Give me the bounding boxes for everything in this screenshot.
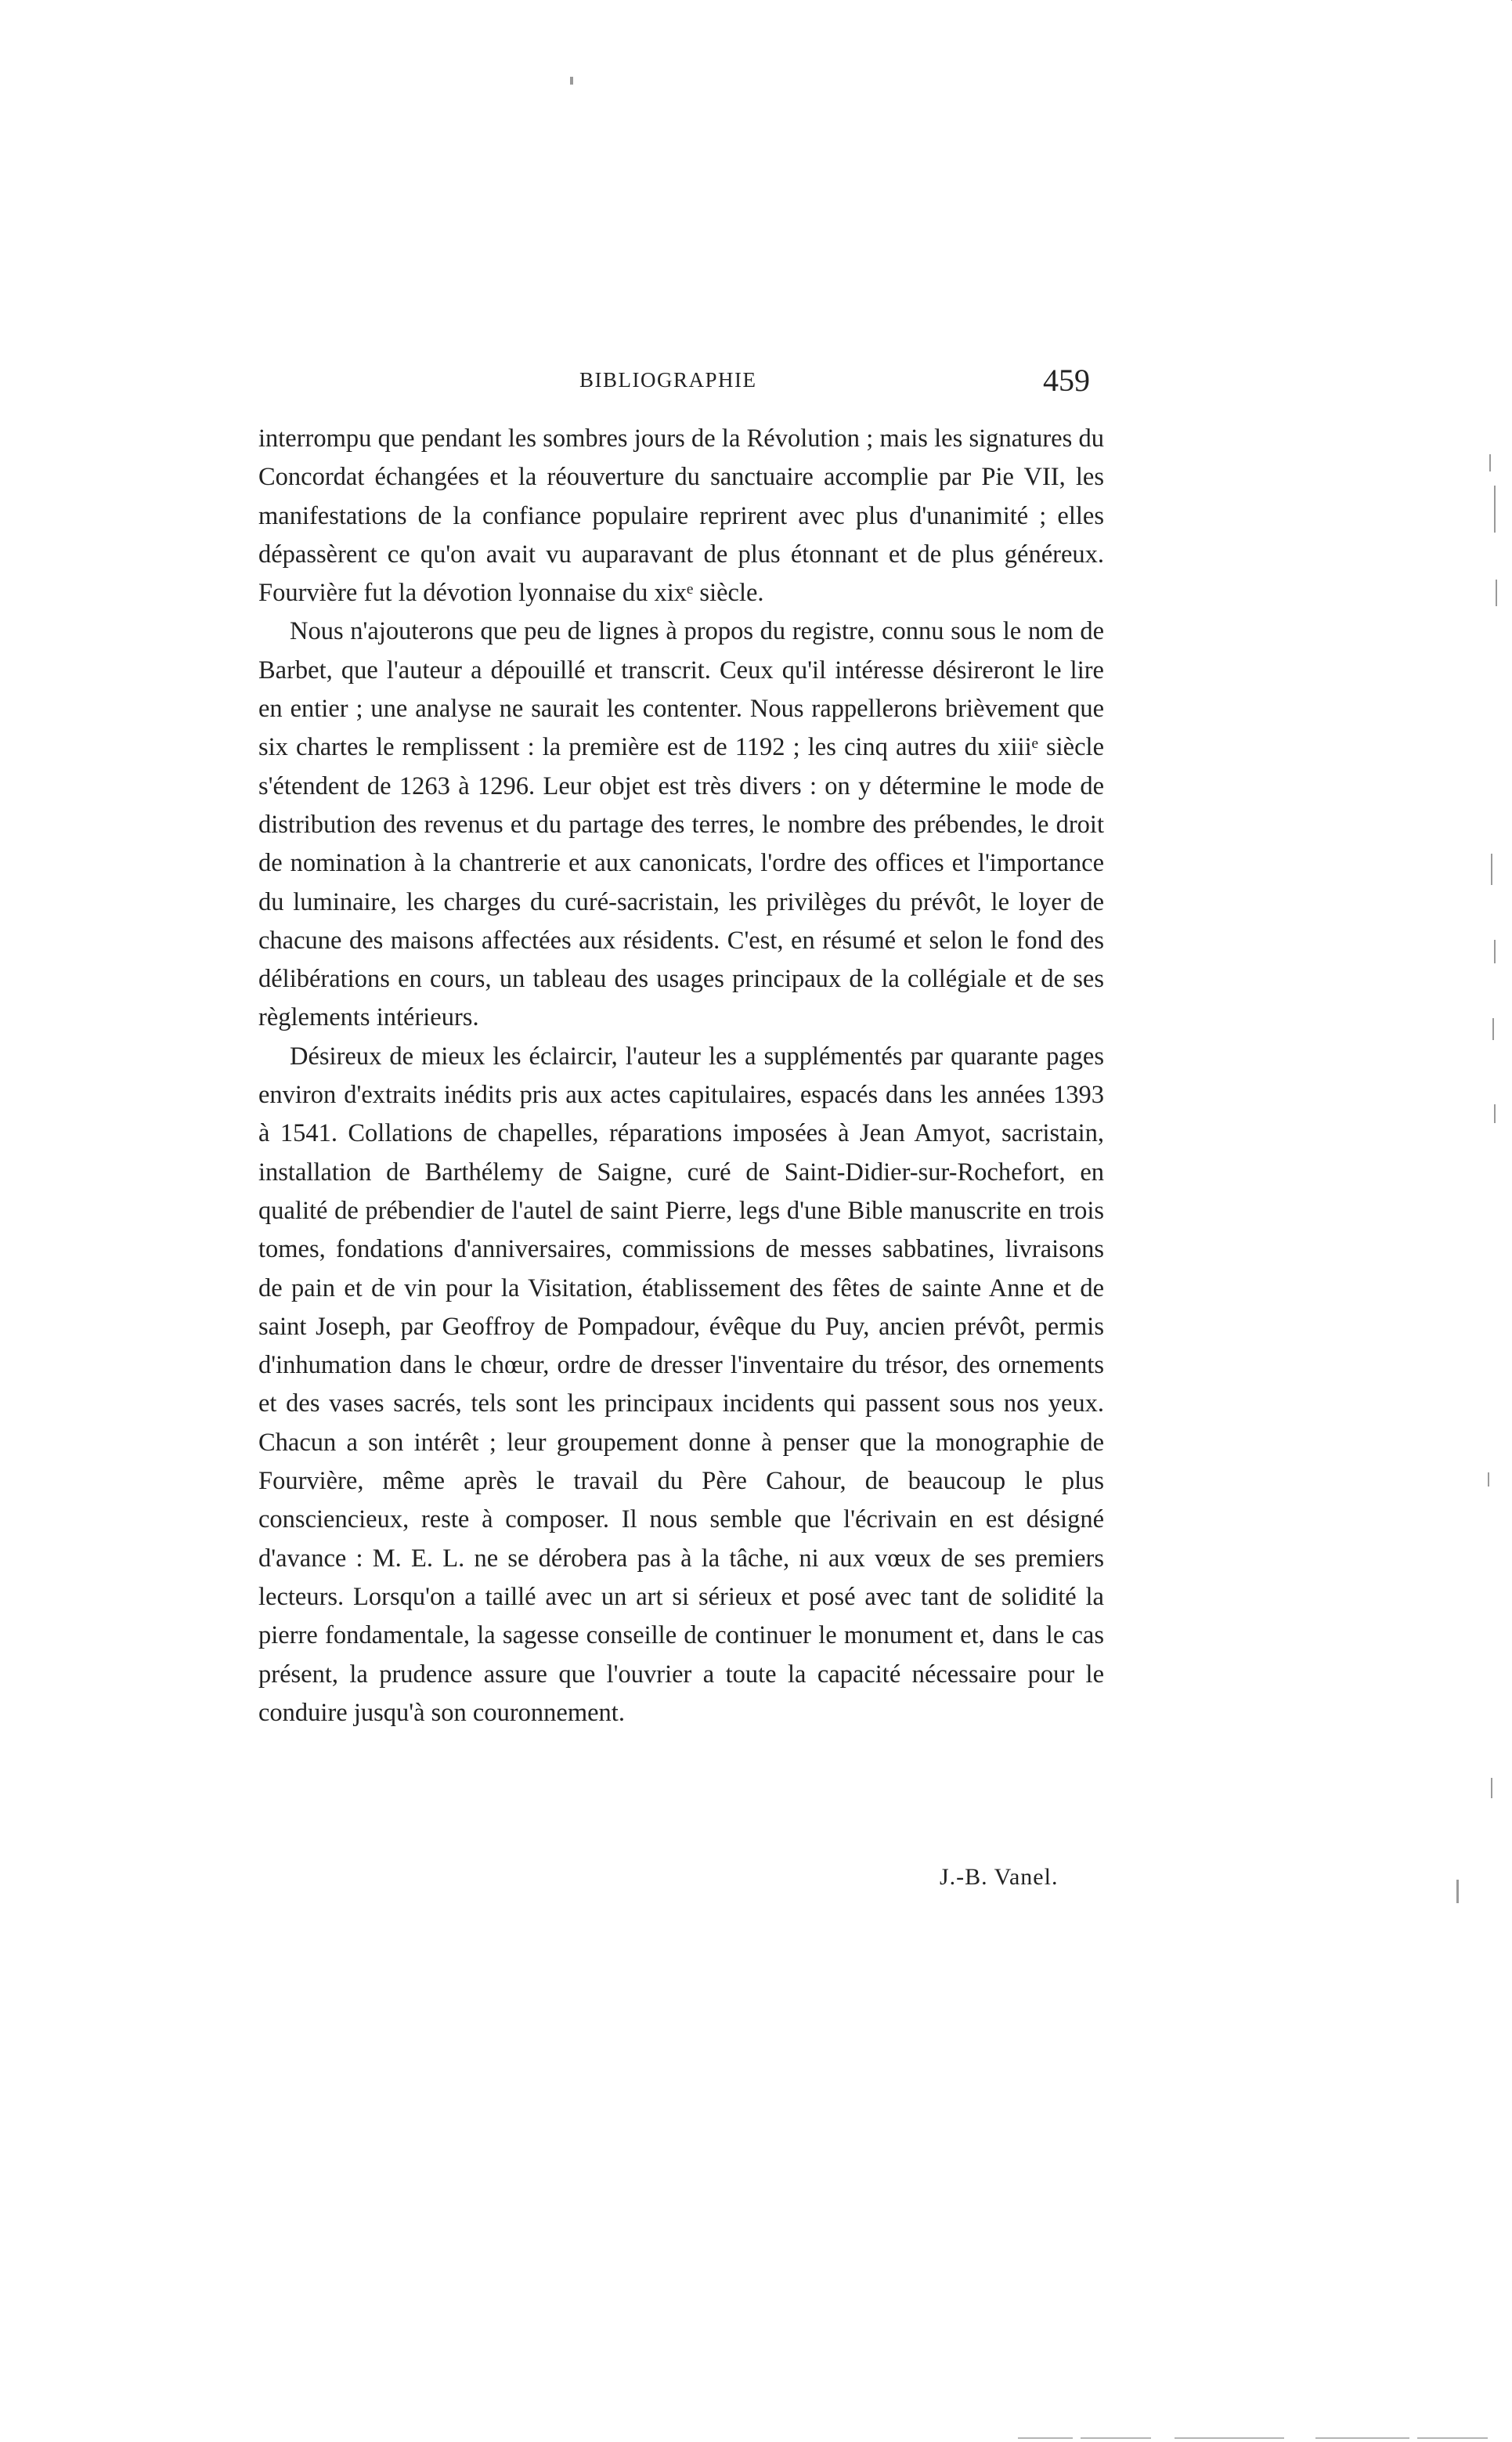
scan-artifact (1492, 1018, 1494, 1040)
scan-artifact (1175, 2437, 1284, 2439)
article-body (258, 420, 1104, 1732)
scan-artifact (1488, 1472, 1489, 1487)
paragraph-2: Nous n'ajouterons que peu de lignes à propos du registre, connu sous le nom de Barbet, que l'auteur a dépouillé et transcrit. Ceux qu'il intéresse désireront le lire en entier ; une analyse ne saurait les contenter. Nous rappellerons brièvement que six chartes le remplissent : la première est de 1192 ; les cinq autres du xiiiᵉ siècle s'étendent de 1263 à 1296. Leur objet est très divers : on y détermine le mode de distribution des revenus et du partage des terres, le nombre des prébendes, le droit de nomination à la chantrerie et aux canonicats, l'ordre des offices et l'importance du luminaire, les charges du curé-sacristain, les privilèges du prévôt, le loyer de chacune des maisons affectées aux résidents. C'est, en résumé et selon le fond des délibérations en cours, un tableau des usages principaux de la collégiale et de ses règlements intérieurs. (258, 617, 1104, 1032)
scan-artifact (1494, 486, 1496, 533)
scan-artifact (1491, 854, 1492, 885)
paragraph-3: Désireux de mieux les éclaircir, l'auteur les a supplémentés par quarante pages environ d'extraits inédits pris aux actes capitulaires, espacés dans les années 1393 à 1541. Collations de chapelles, réparations imposées à Jean Amyot, sacristain, installation de Barthélemy de Saigne, curé de Saint-Didier-sur-Rochefort, en qualité de prébendier de l'autel de saint Pierre, legs d'une Bible manuscrite en trois tomes, fondations d'anniversaires, commissions de messes sabbatines, livraisons de pain et de vin pour la Visitation, établissement des fêtes de sainte Anne et de saint Joseph, par Geoffroy de Pompadour, évêque du Puy, ancien prévôt, permis d'inhumation dans le chœur, ordre de dresser l'inventaire du trésor, des ornements et des vases sacrés, tels sont les principaux incidents qui passent sous nos yeux. Chacun a son intérêt ; leur groupement donne à penser que la monographie de Fourvière, même après le travail du Père Cahour, de beaucoup le plus consciencieux, reste à composer. Il nous semble que l'écrivain en est désigné d'avance : M. E. L. ne se dérobera pas à la tâche, ni aux vœux de ses premiers lecteurs. Lorsqu'on a taillé avec un art si sérieux et posé avec tant de solidité la pierre fondamentale, la sagesse conseille de continuer le monument et, dans le cas présent, la prudence assure que l'ouvrier a toute la capacité nécessaire pour le conduire jusqu'à son couronnement. (258, 1042, 1104, 1727)
scan-artifact (1489, 454, 1491, 471)
paragraph-1: interrompu que pendant les sombres jours de la Révolution ; mais les signatures du Concordat échangées et la réouverture du sanctuaire accomplie par Pie VII, les manifestations de la confiance populaire reprirent avec plus d'unanimité ; elles dépassèrent ce qu'on avait vu auparavant de plus étonnant et de plus généreux. Fourvière fut la dévotion lyonnaise du xixᵉ siècle. (258, 424, 1104, 608)
scan-artifact (1315, 2437, 1409, 2439)
scan-artifact (1494, 1104, 1496, 1123)
scan-artifact (1494, 940, 1496, 963)
scan-artifact (1496, 580, 1497, 606)
page-header (258, 362, 1104, 409)
running-head: BIBLIOGRAPHIE (579, 368, 757, 392)
scan-artifact (1417, 2437, 1488, 2439)
scan-artifact (1491, 1778, 1492, 1798)
scan-artifact (1018, 2437, 1073, 2439)
author-signature: J.-B. Vanel. (940, 1864, 1059, 1890)
scan-artifact (570, 77, 573, 85)
scan-artifact (1456, 1880, 1459, 1903)
page-number: 459 (1043, 363, 1090, 398)
scan-artifact (1081, 2437, 1151, 2439)
